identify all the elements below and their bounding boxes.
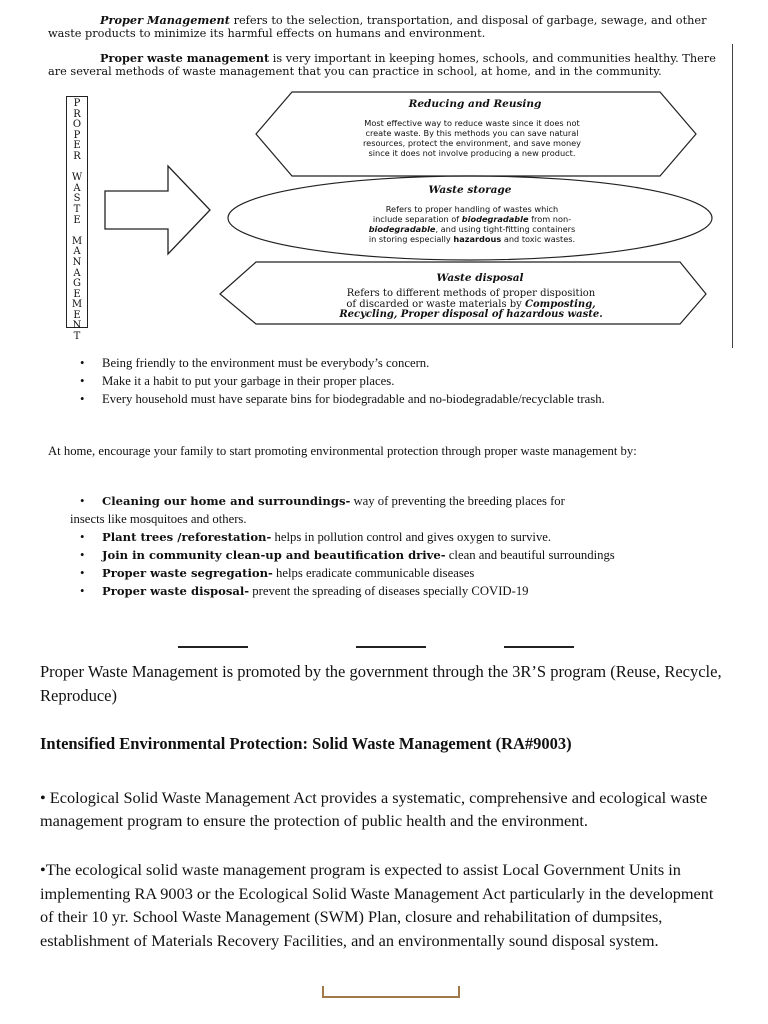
vertical-label-box: P R O P E R W A S T E M A N A G E M E N T (66, 96, 88, 328)
body-reducing-reusing: Most effective way to reduce waste since it does not create waste. By this methods you can save natural resources, protect the environment, and save money since it does not involve producing a new product. (362, 118, 582, 158)
body-waste-storage: Refers to proper handling of wastes which include separation of biodegradable from non- biodegradable, and using tight-fitting containers in storing especially hazardous and toxic wastes. (368, 204, 576, 244)
body-waste-disposal: Refers to different methods of proper disposition of discarded or waste materials by Composting, Recycling, Proper disposal of hazardous waste. (339, 288, 603, 320)
waste-management-diagram (30, 86, 734, 348)
3rs-program-paragraph: Proper Waste Management is promoted by the government through the 3R’S program (Reuse, Recycle, Reproduce) (40, 662, 722, 705)
concern-bullet-list (72, 354, 672, 408)
ecological-act-paragraph: • Ecological Solid Waste Management Act provides a systematic, comprehensive and ecological waste management program to ensure the protection of public health and the environment. (40, 788, 708, 830)
title-waste-storage: Waste storage (428, 184, 512, 196)
list-item: • Every household must have separate bins for biodegradable and no-biodegradable/recyclable trash. (72, 390, 672, 408)
list-item: • Being friendly to the environment must be everybody’s concern. (72, 354, 672, 372)
intro-paragraph-1: Proper Management refers to the selection, transportation, and disposal of garbage, sewage, and other waste products to minimize its harmful effects on humans and environment. (48, 13, 707, 40)
list-item: • Proper waste disposal- prevent the spreading of diseases specially COVID-19 (72, 582, 732, 600)
title-waste-disposal: Waste disposal (436, 272, 524, 284)
right-arrow-shape (105, 166, 210, 254)
home-paragraph: At home, encourage your family to start promoting environmental protection through proper waste management by: (48, 444, 637, 458)
decorative-rule (504, 646, 574, 648)
section-heading: Intensified Environmental Protection: Solid Waste Management (RA#9003) (40, 734, 572, 753)
list-item: • Proper waste segregation- helps eradicate communicable diseases (72, 564, 732, 582)
home-action-bullet-list (72, 492, 732, 600)
list-item: • Make it a habit to put your garbage in their proper places. (72, 372, 672, 390)
list-item: • Cleaning our home and surroundings- way of preventing the breeding places for insects like mosquitoes and others. (72, 492, 732, 528)
swm-program-paragraph: •The ecological solid waste management program is expected to assist Local Government Units in implementing RA 9003 or the Ecological Solid Waste Management Act particularly in the development of their 10 yr. School Waste Management (SWM) Plan, closure and rehabilitation of dumpsites, establishment of Materials Recovery Facilities, and an environmentally sound disposal system. (40, 860, 714, 950)
decorative-rule (356, 646, 426, 648)
decorative-rule (178, 646, 248, 648)
bottom-bracket-mark (322, 986, 460, 998)
intro-paragraph-2: Proper waste management is very important in keeping homes, schools, and communities healthy. There are several methods of waste management that you can practice in school, at home, and in the community. (48, 51, 716, 78)
term-proper-waste-management: Proper waste management (100, 51, 270, 65)
list-item: • Join in community clean-up and beautification drive- clean and beautiful surroundings (72, 546, 732, 564)
list-item: • Plant trees /reforestation- helps in pollution control and gives oxygen to survive. (72, 528, 732, 546)
title-reducing-reusing: Reducing and Reusing (408, 98, 542, 110)
term-proper-management: Proper Management (100, 13, 230, 27)
